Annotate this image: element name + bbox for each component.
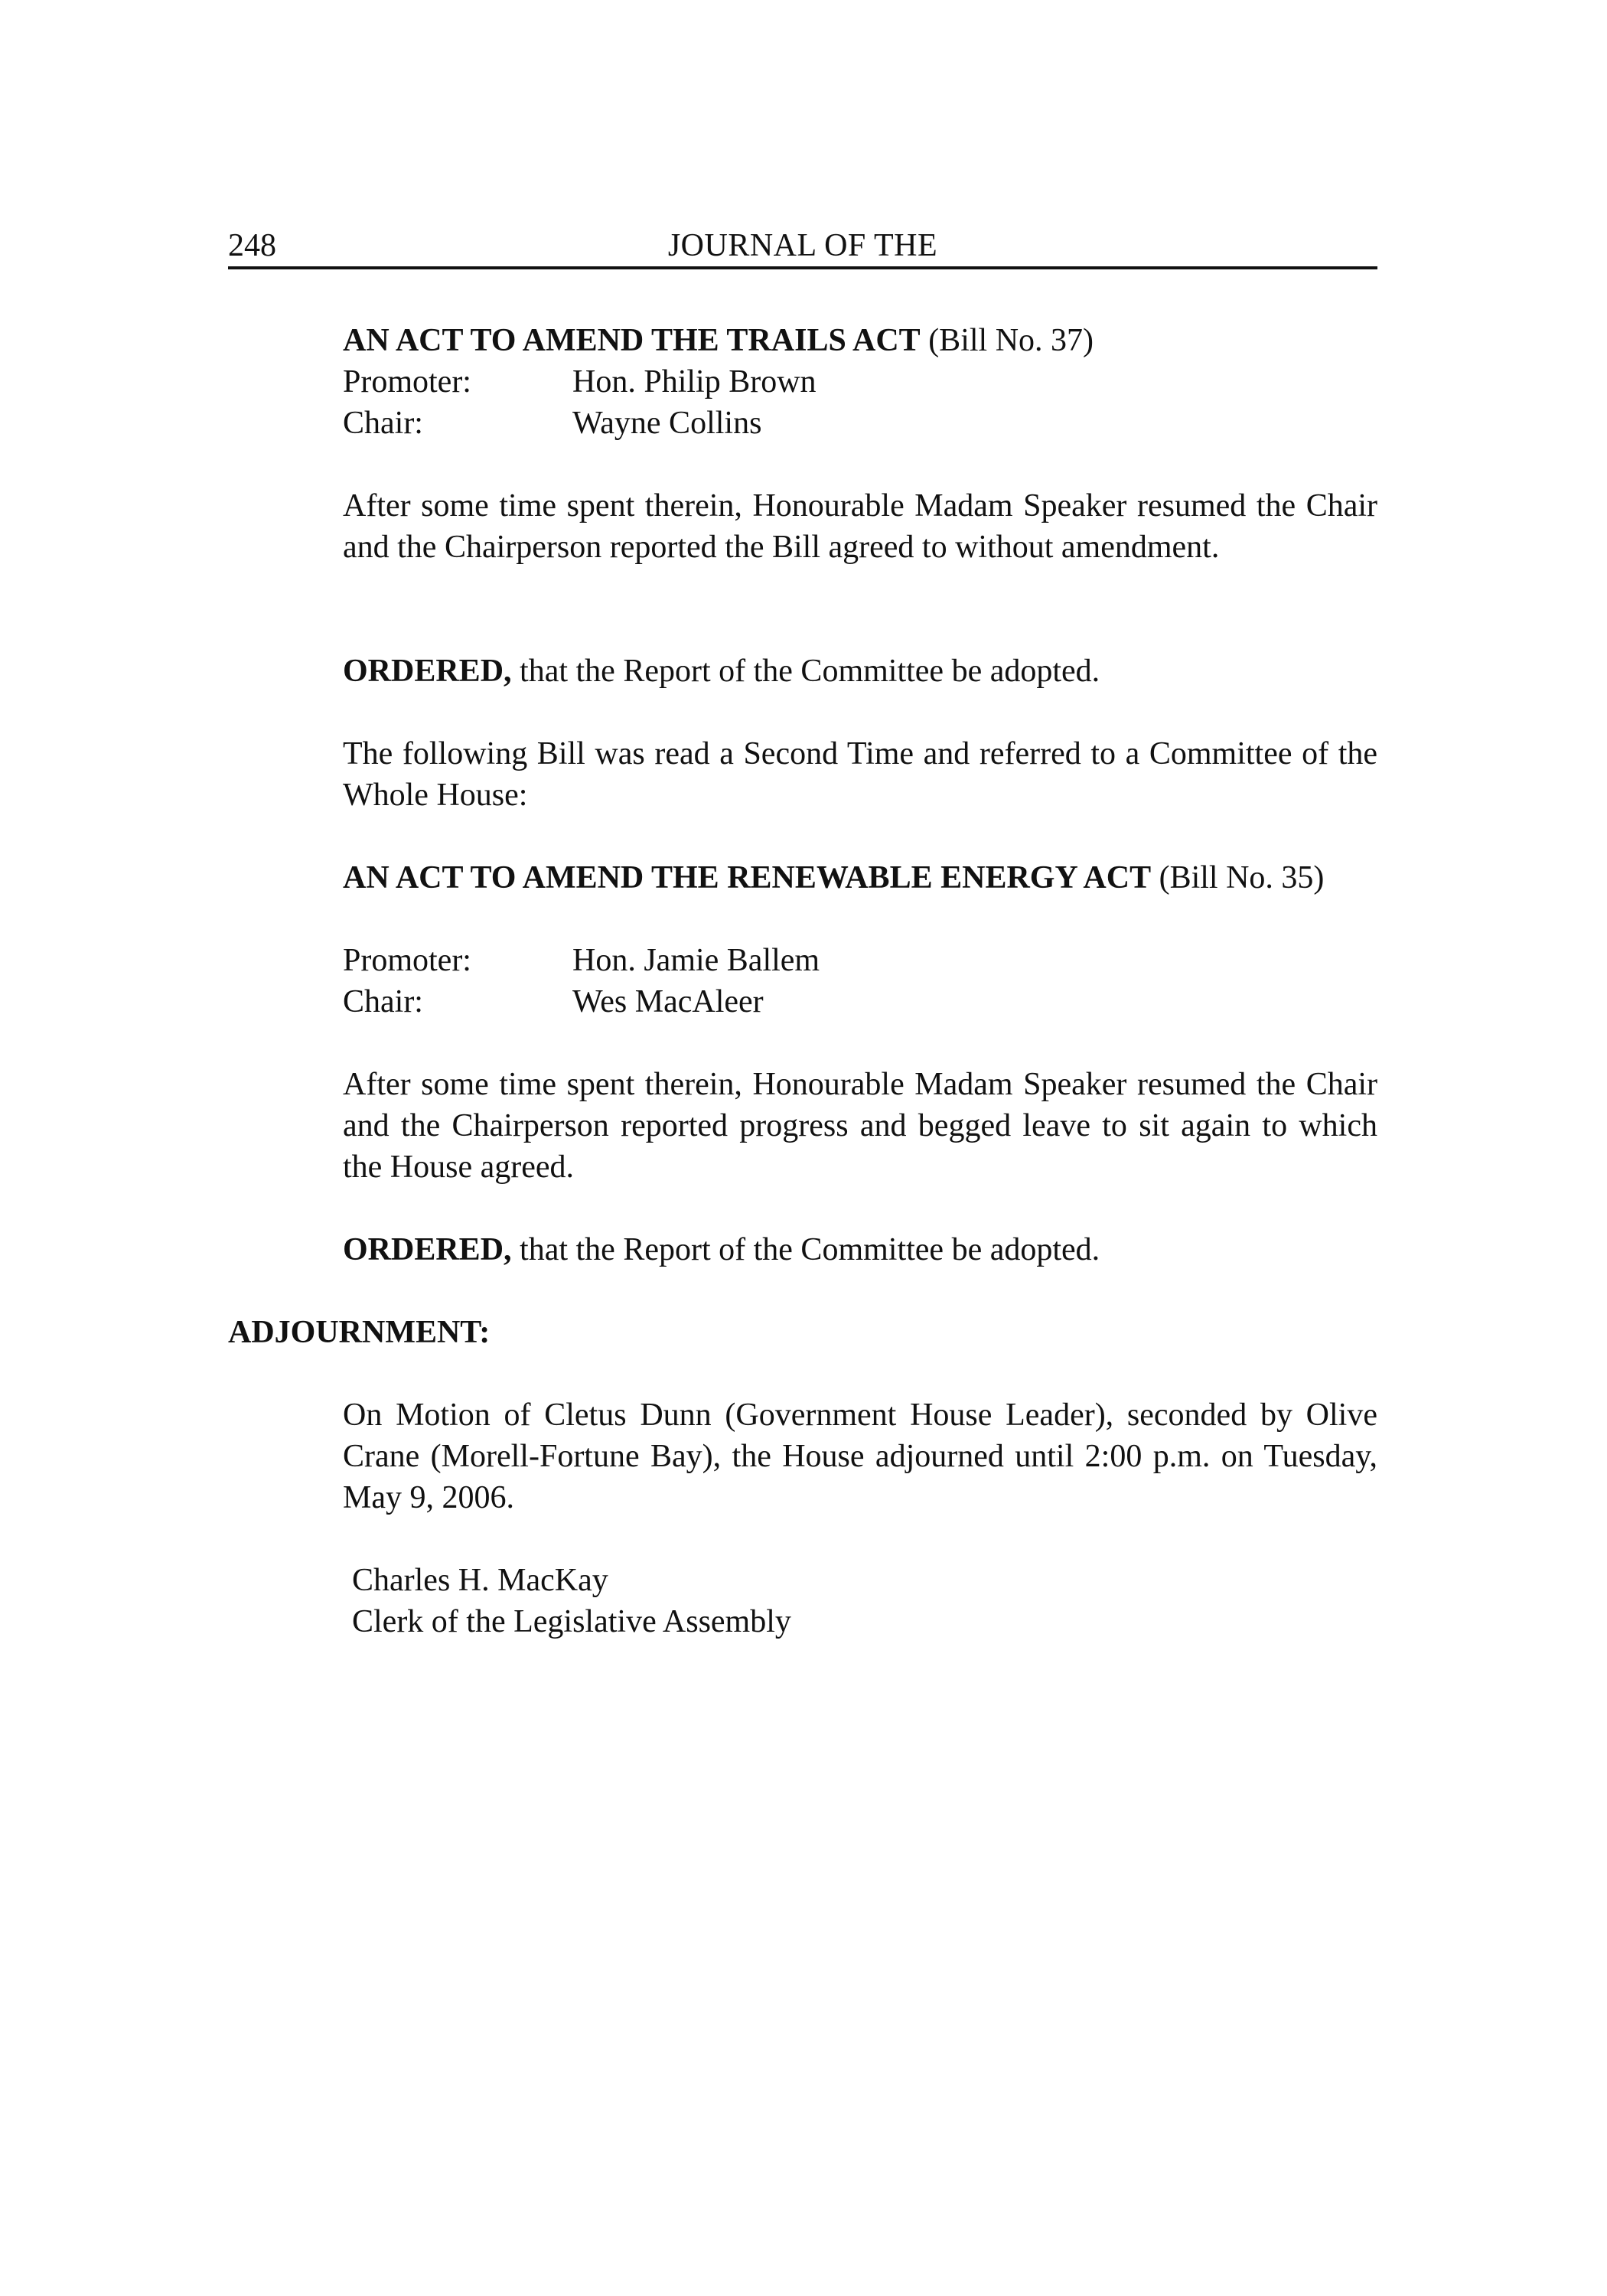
- chair-value: Wes MacAleer: [572, 984, 764, 1019]
- ordered-label: ORDERED,: [343, 1232, 512, 1267]
- promoter-row: [343, 361, 1377, 403]
- bill-37-title: [343, 320, 1377, 361]
- chair-label: Chair:: [343, 406, 423, 441]
- promoter-label: Promoter:: [343, 943, 471, 978]
- ordered-text: that the Report of the Committee be adopted.: [520, 1232, 1100, 1267]
- bill-title-bold: AN ACT TO AMEND THE TRAILS ACT: [343, 323, 921, 358]
- ordered-text: that the Report of the Committee be adopted.: [520, 654, 1100, 689]
- bill-number: (Bill No. 37): [928, 323, 1094, 358]
- ordered-label: ORDERED,: [343, 654, 512, 689]
- promoter-value: Hon. Jamie Ballem: [572, 943, 820, 978]
- bill-37-ordered: [343, 651, 1377, 692]
- promoter-label: Promoter:: [343, 364, 471, 400]
- page-number: 248: [228, 228, 276, 263]
- bill-title-bold: AN ACT TO AMEND THE RENEWABLE ENERGY ACT: [343, 860, 1152, 895]
- second-reading-paragraph: The following Bill was read a Second Time and referred to a Committee of the Whole House:: [343, 736, 1377, 813]
- promoter-row: [343, 940, 1377, 981]
- bill-35-title: [343, 857, 1377, 899]
- bill-number: (Bill No. 35): [1159, 860, 1325, 895]
- chair-row: [343, 403, 1377, 444]
- bill-35-report: After some time spent therein, Honourable Madam Speaker resumed the Chair and the Chairperson reported progress and begged leave to sit again to which the House agreed.: [343, 1067, 1377, 1185]
- clerk-title: Clerk of the Legislative Assembly: [352, 1604, 791, 1639]
- clerk-name: Charles H. MacKay: [352, 1563, 608, 1598]
- chair-value: Wayne Collins: [572, 406, 762, 441]
- bill-37-details: [343, 361, 1377, 444]
- adjournment-heading: ADJOURNMENT:: [228, 1315, 491, 1350]
- running-title: JOURNAL OF THE: [667, 228, 938, 263]
- bill-35-details: [343, 940, 1377, 1022]
- page-header: [228, 227, 1377, 269]
- chair-label: Chair:: [343, 984, 423, 1019]
- signature-block: [352, 1560, 791, 1642]
- promoter-value: Hon. Philip Brown: [572, 364, 817, 400]
- bill-35-ordered: [343, 1229, 1377, 1270]
- adjournment-paragraph: On Motion of Cletus Dunn (Government House Leader), seconded by Olive Crane (Morell-Fortune Bay), the House adjourned until 2:00 p.m. on Tuesday, May 9, 2006.: [343, 1397, 1377, 1515]
- bill-37-report: After some time spent therein, Honourable Madam Speaker resumed the Chair and the Chairperson reported the Bill agreed to without amendment.: [343, 488, 1377, 565]
- chair-row: [343, 981, 1377, 1022]
